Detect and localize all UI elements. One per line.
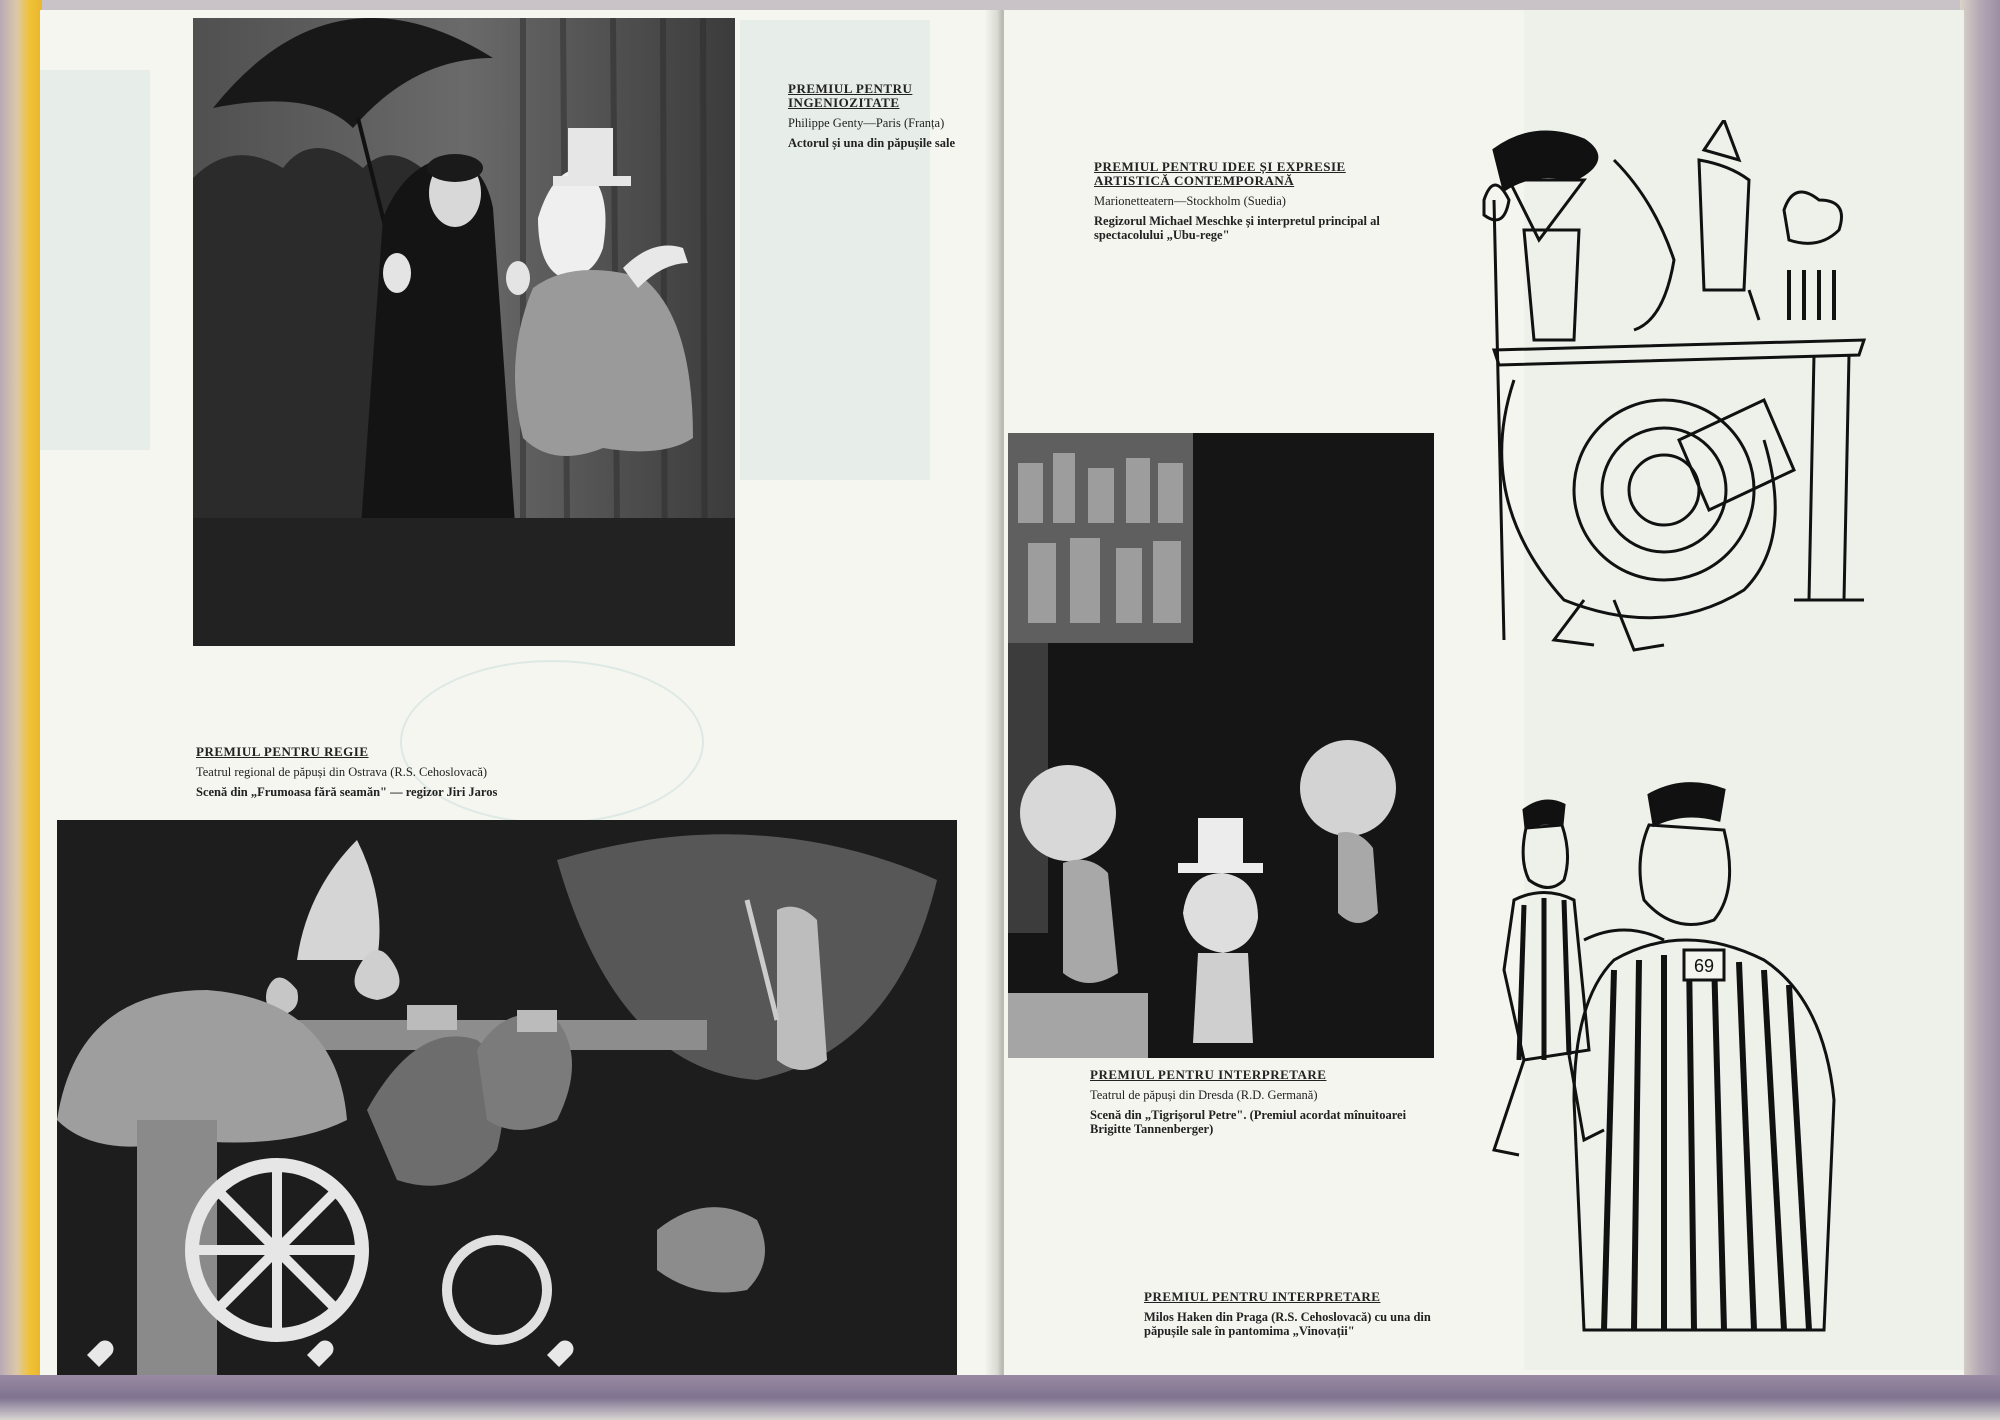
prisoner-number: 69 bbox=[1693, 956, 1715, 976]
caption-interpretation-prague-description: Milos Haken din Praga (R.S. Cehoslovacă) cu una din păpușile sale în pantomima „Vinovații" bbox=[1144, 1310, 1431, 1338]
caption-ingenuity-artist: Philippe Genty—Paris (Franța) bbox=[788, 116, 945, 130]
photo-dresden-puppets bbox=[1008, 433, 1434, 1058]
caption-interpretation-dresden bbox=[1090, 1068, 1420, 1136]
show-through-sketch bbox=[400, 660, 704, 824]
caption-direction bbox=[196, 745, 666, 799]
book-cover-edge-bottom bbox=[0, 1375, 2000, 1420]
caption-ingenuity-title: PREMIUL PENTRU INGENIOZITATE bbox=[788, 81, 913, 110]
caption-idea-theatre: Marionetteatern—Stockholm (Suedia) bbox=[1094, 194, 1286, 208]
caption-direction-title: PREMIUL PENTRU REGIE bbox=[196, 744, 369, 759]
caption-interpretation-dresden-title: PREMIUL PENTRU INTERPRETARE bbox=[1090, 1067, 1327, 1082]
right-page bbox=[1004, 10, 1964, 1380]
caption-direction-theatre: Teatrul regional de păpuși din Ostrava (R.S. Cehoslovacă) bbox=[196, 765, 488, 779]
caption-direction-description: Scenă din „Frumoasa fără seamăn" — regizor Jiri Jaros bbox=[196, 785, 498, 799]
caption-interpretation-prague-title: PREMIUL PENTRU INTERPRETARE bbox=[1144, 1289, 1381, 1304]
photo-dresden-puppets-image bbox=[1008, 433, 1434, 1058]
photo-fairy-tale-scene bbox=[57, 820, 957, 1378]
caption-ingenuity-description: Actorul și una din păpușile sale bbox=[788, 136, 956, 150]
caption-interpretation-dresden-description: Scenă din „Tigrișorul Petre". (Premiul acordat mînuitoarei Brigitte Tannenberger) bbox=[1090, 1108, 1407, 1136]
caption-interpretation-prague bbox=[1144, 1290, 1464, 1338]
photo-fairy-tale-scene-image bbox=[57, 820, 957, 1378]
book-cover-edge-right bbox=[1960, 0, 2000, 1390]
drawing-prisoner-with-puppet-image bbox=[1464, 770, 1884, 1360]
caption-interpretation-dresden-theatre: Teatrul de păpuși din Dresda (R.D. Germană) bbox=[1090, 1088, 1318, 1102]
book-cover-edge-left bbox=[0, 0, 42, 1390]
show-through-left bbox=[40, 70, 150, 450]
photo-actor-and-puppet bbox=[193, 18, 735, 646]
caption-idea-title: PREMIUL PENTRU IDEE ȘI EXPRESIE ARTISTICĂ CONTEMPORANĂ bbox=[1094, 159, 1346, 188]
caption-idea bbox=[1094, 160, 1424, 242]
left-page bbox=[40, 10, 1000, 1380]
caption-idea-description: Regizorul Michael Meschke și interpretul principal al spectacolului „Ubu-rege" bbox=[1094, 214, 1380, 242]
photo-actor-and-puppet-image bbox=[193, 18, 735, 646]
caption-ingenuity bbox=[788, 82, 960, 150]
drawing-ubu-rege-caricature bbox=[1464, 120, 1904, 680]
drawing-prisoner-with-puppet bbox=[1464, 770, 1884, 1360]
drawing-ubu-rege-caricature-image bbox=[1464, 120, 1904, 680]
